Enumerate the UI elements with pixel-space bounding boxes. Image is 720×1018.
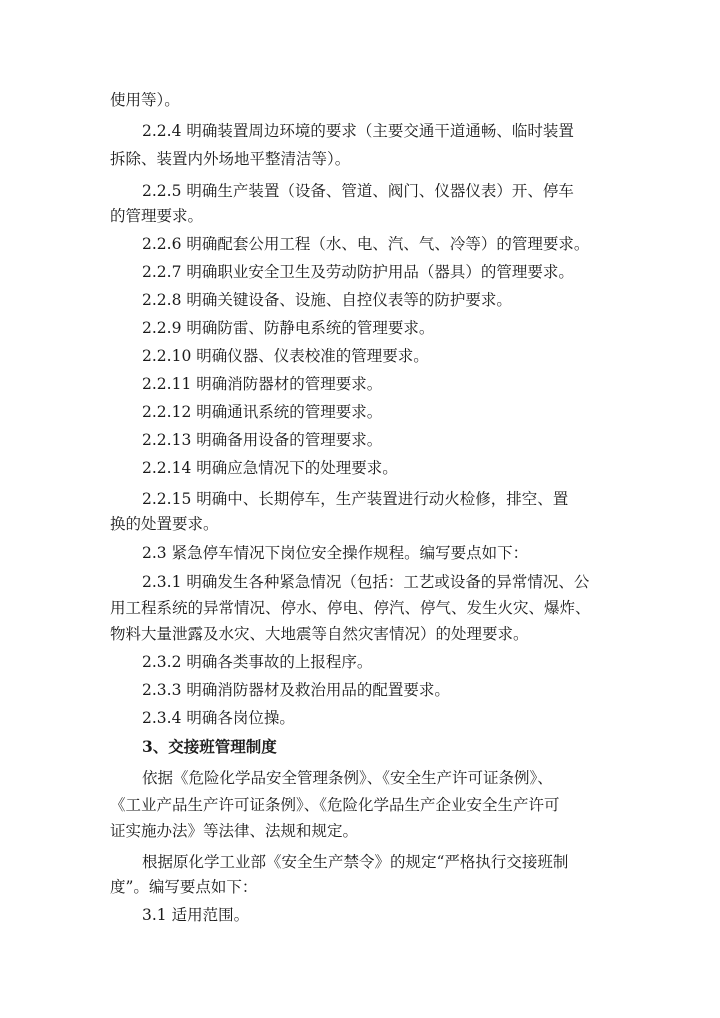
text-line: 2.2.8 明确关键设备、设施、自控仪表等的防护要求。 <box>142 291 512 309</box>
text-line: 2.3.1 明确发生各种紧急情况（包括：工艺或设备的异常情况、公 <box>142 573 590 591</box>
text-line: 换的处置要求。 <box>110 515 219 533</box>
text-line: 2.2.13 明确备用设备的管理要求。 <box>142 431 383 449</box>
text-line: 使用等）。 <box>110 91 180 109</box>
text-line: 证实施办法》等法律、法规和规定。 <box>110 822 359 840</box>
text-line: 拆除、装置内外场地平整清洁等）。 <box>110 150 351 168</box>
text-line: 2.2.5 明确生产装置（设备、管道、阀门、仪器仪表）开、停车 <box>142 182 574 200</box>
text-line: 3.1 适用范围。 <box>142 906 250 924</box>
text-line: 2.3.4 明确各岗位操。 <box>142 709 295 727</box>
text-line: 2.2.14 明确应急情况下的处理要求。 <box>142 459 398 477</box>
text-line: 物料大量泄露及水灾、大地震等自然灾害情况）的处理要求。 <box>110 625 529 643</box>
text-line: 依据《危险化学品安全管理条例》、《安全生产许可证条例》、 <box>142 769 553 787</box>
text-line: 度”。编写要点如下： <box>110 878 258 896</box>
text-line: 《工业产品生产许可证条例》、《危险化学品生产企业安全生产许可 <box>110 796 560 814</box>
text-line: 2.3.3 明确消防器材及救治用品的配置要求。 <box>142 681 450 699</box>
text-line: 2.2.9 明确防雷、防静电系统的管理要求。 <box>142 319 435 337</box>
text-line: 2.2.6 明确配套公用工程（水、电、汽、气、冷等）的管理要求。 <box>142 235 590 253</box>
text-line: 2.2.11 明确消防器材的管理要求。 <box>142 375 383 393</box>
text-line: 2.2.15 明确中、长期停车，生产装置进行动火检修，排空、置 <box>142 490 569 508</box>
text-line: 2.2.7 明确职业安全卫生及劳动防护用品（器具）的管理要求。 <box>142 263 574 281</box>
section-heading: 3、交接班管理制度 <box>142 737 277 756</box>
text-line: 2.2.4 明确装置周边环境的要求（主要交通干道通畅、临时装置 <box>142 122 574 140</box>
text-line: 2.3.2 明确各类事故的上报程序。 <box>142 653 373 671</box>
text-line: 的管理要求。 <box>110 207 204 225</box>
text-line: 根据原化学工业部《安全生产禁令》的规定“严格执行交接班制 <box>142 853 569 871</box>
text-line: 2.2.12 明确通讯系统的管理要求。 <box>142 403 383 421</box>
text-line: 用工程系统的异常情况、停水、停电、停汽、停气、发生火灾、爆炸、 <box>110 599 591 617</box>
text-line: 2.2.10 明确仪器、仪表校准的管理要求。 <box>142 347 429 365</box>
text-line: 2.3 紧急停车情况下岗位安全操作规程。编写要点如下： <box>142 544 529 562</box>
